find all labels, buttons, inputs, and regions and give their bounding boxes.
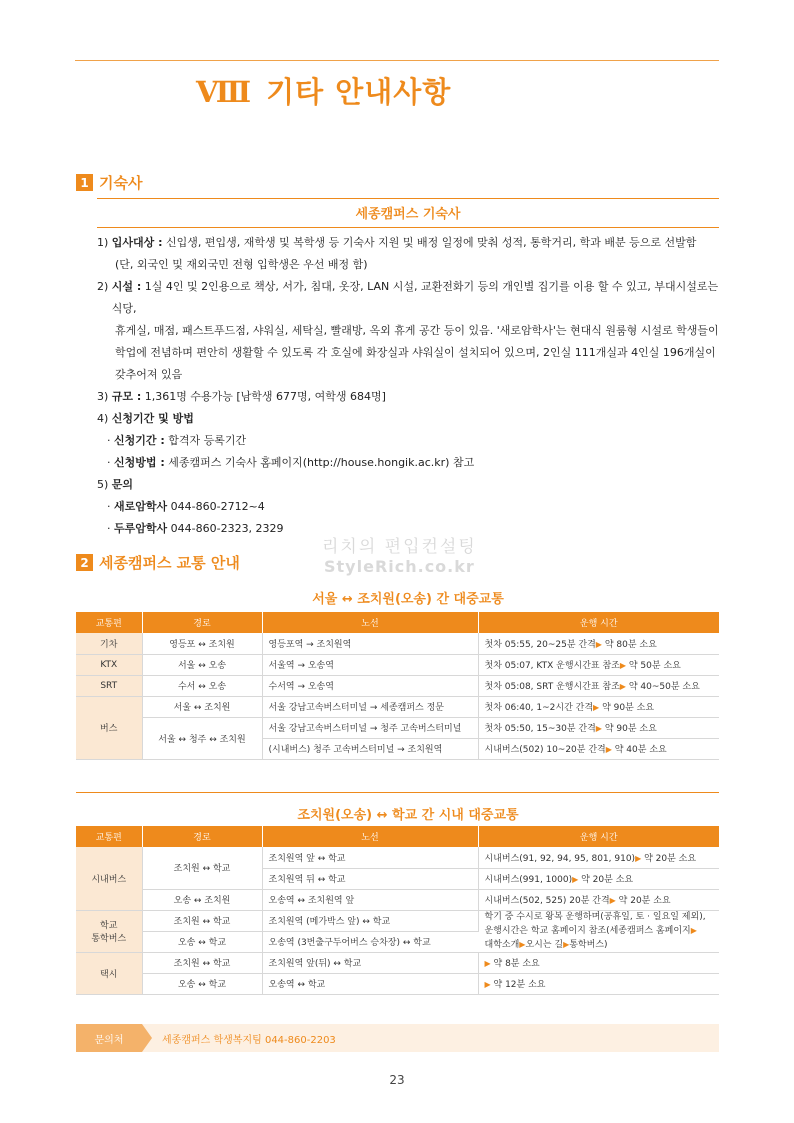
triangle-icon: ▶ xyxy=(572,875,579,884)
bullet-item: · 신청기간 : 합격자 등록기간 xyxy=(107,434,247,447)
table-header-row: 교통편 경로 노선 운행 시간 xyxy=(76,612,719,633)
section-number: 2 xyxy=(76,554,93,571)
list-item: 1) 입사대상 : 신입생, 편입생, 재학생 및 복학생 등 기숙사 지원 및 배정 일정에 맞춰 성적, 통학거리, 학과 배분 등으로 선발함 xyxy=(97,236,697,249)
dorm-subtitle: 세종캠퍼스 기숙사 xyxy=(97,198,719,228)
section-title: 기숙사 xyxy=(99,174,143,192)
section-1-heading xyxy=(76,172,142,193)
triangle-icon: ▶ xyxy=(484,959,491,968)
contact-value: 세종캠퍼스 학생복지팀 044-860-2203 xyxy=(162,1034,336,1046)
triangle-icon: ▶ xyxy=(563,939,570,949)
bullet-item: · 새로암학사 044-860-2712~4 xyxy=(107,500,265,513)
list-item-cont: 휴게실, 매점, 패스트푸드점, 샤워실, 세탁실, 빨래방, 옥외 휴게 공간 등이 있음. '새로암학사'는 현대식 원룸형 시설로 학생들이 xyxy=(115,324,719,337)
table-row: (시내버스) 청주 고속버스터미널 → 조치원역 시내버스(502) 10~20분 간격▶ 약 40분 소요 xyxy=(76,738,719,759)
table2-title: 조치원(오송) ↔ 학교 간 시내 대중교통 xyxy=(297,808,519,823)
table-row: 조치원역 뒤 ↔ 학교 시내버스(991, 1000)▶ 약 20분 소요 xyxy=(76,868,719,889)
table-row: 버스 서울 ↔ 조치원 서울 강남고속버스터미널 → 세종캠퍼스 정문 첫차 06:40, 1~2시간 간격▶ 약 90분 소요 xyxy=(76,696,719,717)
contact-box xyxy=(76,1024,719,1052)
top-rule xyxy=(75,60,719,61)
table-row: 오송 ↔ 학교 오송역 ↔ 학교 ▶ 약 12분 소요 xyxy=(76,973,719,994)
chapter-roman: Ⅷ xyxy=(196,75,253,109)
table-row: 기차 영등포 ↔ 조치원 영등포역 → 조치원역 첫차 05:55, 20~25분 간격▶ 약 80분 소요 xyxy=(76,633,719,654)
page-number: 23 xyxy=(389,1073,405,1087)
triangle-icon: ▶ xyxy=(595,639,602,649)
chapter-title xyxy=(196,70,451,111)
table-row: KTX 서울 ↔ 오송 서울역 → 오송역 첫차 05:07, KTX 운행시간표 참조▶ 약 50분 소요 xyxy=(76,654,719,675)
chapter-title-text: 기타 안내사항 xyxy=(266,75,452,109)
table-seoul-jochiwon xyxy=(76,612,719,760)
triangle-icon: ▶ xyxy=(519,939,526,949)
list-item: 4) 신청기간 및 방법 xyxy=(97,412,194,425)
table1-title: 서울 ↔ 조치원(오송) 간 대중교통 xyxy=(312,592,504,607)
table-row: 오송 ↔ 조치원 오송역 ↔ 조치원역 앞 시내버스(502, 525) 20분 간격▶ 약 20분 소요 xyxy=(76,889,719,910)
table-row: 서울 ↔ 청주 ↔ 조치원 서울 강남고속버스터미널 → 청주 고속버스터미널 첫차 05:50, 15~30분 간격▶ 약 90분 소요 xyxy=(76,717,719,738)
table-row: 학교 통학버스 조치원 ↔ 학교 조치원역 (메가박스 앞) ↔ 학교 학기 중 수시로 왕복 운행하며(공휴일, 토 · 일요일 제외), 운행시간은 학교 홈페이지 참조(세종캠퍼스 홈페이지▶ 대학소개▶오시는 길▶통학버스) xyxy=(76,910,719,931)
divider xyxy=(76,792,719,793)
contact-label: 문의처 xyxy=(76,1024,142,1052)
table-row: 택시 조치원 ↔ 학교 조치원역 앞(뒤) ↔ 학교 ▶ 약 8분 소요 xyxy=(76,952,719,973)
triangle-icon: ▶ xyxy=(619,661,627,670)
triangle-icon: ▶ xyxy=(593,703,600,712)
watermark: 리치의 편입컨설팅 StyleRich.co.kr xyxy=(322,537,477,576)
triangle-icon: ▶ xyxy=(595,724,602,733)
list-item-cont: 갖추어져 있음 xyxy=(115,368,183,381)
triangle-icon: ▶ xyxy=(484,980,491,989)
dorm-info xyxy=(97,232,722,540)
list-item-cont: 학업에 전념하며 편안히 생활할 수 있도록 각 호실에 화장실과 샤워실이 설치되어 있으며, 2인실 111개실과 4인실 196개실이 xyxy=(115,346,716,359)
section-number: 1 xyxy=(76,174,93,191)
bullet-item: · 두루암학사 044-860-2323, 2329 xyxy=(107,522,284,535)
list-item: 3) 규모 : 1,361명 수용가능 [남학생 677명, 여학생 684명] xyxy=(97,390,386,403)
triangle-icon: ▶ xyxy=(635,853,642,863)
table-row: 시내버스 조치원 ↔ 학교 조치원역 앞 ↔ 학교 시내버스(91, 92, 94, 95, 801, 910)▶ 약 20분 소요 xyxy=(76,847,719,868)
table-row: 오송 ↔ 학교 오송역 (3번출구두어버스 승차장) ↔ 학교 xyxy=(76,931,719,952)
section-title: 세종캠퍼스 교통 안내 xyxy=(99,554,240,572)
list-item-cont: (단, 외국인 및 재외국민 전형 입학생은 우선 배정 함) xyxy=(115,258,368,271)
triangle-icon: ▶ xyxy=(690,925,697,935)
table-row: SRT 수서 ↔ 오송 수서역 → 오송역 첫차 05:08, SRT 운행시간표 참조▶ 약 40~50분 소요 xyxy=(76,675,719,696)
list-item: 5) 문의 xyxy=(97,478,134,491)
triangle-icon: ▶ xyxy=(609,896,616,905)
triangle-icon: ▶ xyxy=(605,745,612,754)
bullet-item: · 신청방법 : 세종캠퍼스 기숙사 홈페이지(http://house.hongik.ac.kr) 참고 xyxy=(107,456,475,469)
list-item: 2) 시설 : 1실 4인 및 2인용으로 책상, 서가, 침대, 옷장, LAN 시설, 교환전화기 등의 개인별 집기를 이용 할 수 있고, 부대시설로는 식당, xyxy=(97,280,719,315)
triangle-icon: ▶ xyxy=(619,682,626,691)
section-2-heading xyxy=(76,552,240,573)
table-jochiwon-school xyxy=(76,826,719,995)
table-header-row: 교통편 경로 노선 운행 시간 xyxy=(76,826,719,847)
